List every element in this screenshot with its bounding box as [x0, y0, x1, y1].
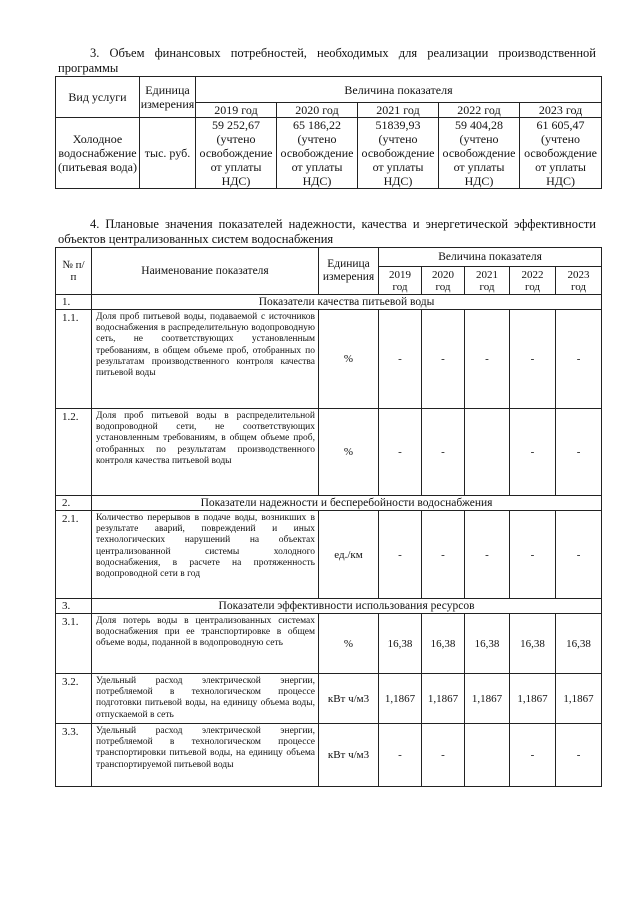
header-year: 2023 год: [556, 267, 602, 295]
indicator-value: [465, 409, 510, 496]
indicator-value: -: [556, 409, 602, 496]
indicator-value: 1,1867: [422, 674, 465, 724]
indicator-value: 1,1867: [379, 674, 422, 724]
indicator-unit: %: [319, 614, 379, 674]
indicator-value: -: [556, 724, 602, 787]
header-value: Величина показателя: [196, 77, 602, 103]
indicator-value: -: [510, 310, 556, 409]
financial-value: 59 404,28 (учтено освобождение от уплаты НДС): [439, 118, 520, 189]
header-value: Величина показателя: [379, 248, 602, 267]
indicator-value: [465, 724, 510, 787]
indicator-unit: %: [319, 310, 379, 409]
row-number: 3.1.: [56, 614, 92, 674]
header-year: 2019 год: [379, 267, 422, 295]
indicator-value: -: [556, 310, 602, 409]
indicator-value: -: [510, 511, 556, 599]
financial-value: 65 186,22 (учтено освобождение от уплаты НДС): [277, 118, 358, 189]
row-number: 1.2.: [56, 409, 92, 496]
indicator-value: 1,1867: [510, 674, 556, 724]
header-year: 2019 год: [196, 103, 277, 118]
financial-value: 51839,93 (учтено освобождение от уплаты НДС): [358, 118, 439, 189]
group-title: Показатели надежности и бесперебойности водоснабжения: [92, 496, 602, 511]
header-service: Вид услуги: [56, 77, 140, 118]
financial-value: 61 605,47 (учтено освобождение от уплаты НДС): [520, 118, 602, 189]
row-number: 1.1.: [56, 310, 92, 409]
indicator-value: 16,38: [556, 614, 602, 674]
indicator-value: -: [379, 724, 422, 787]
reliability-indicators-table: [55, 247, 602, 787]
financial-value: 59 252,67 (учтено освобождение от уплаты НДС): [196, 118, 277, 189]
header-year: 2020 год: [422, 267, 465, 295]
service-unit: тыс. руб.: [140, 118, 196, 189]
service-name: Холодное водоснабжение (питьевая вода): [56, 118, 140, 189]
indicator-value: 16,38: [465, 614, 510, 674]
indicator-value: -: [510, 724, 556, 787]
header-unit: Единица измерения: [140, 77, 196, 118]
row-number: 2.1.: [56, 511, 92, 599]
header-year: 2022 год: [510, 267, 556, 295]
indicator-value: 16,38: [422, 614, 465, 674]
header-num: № п/п: [56, 248, 92, 295]
indicator-value: -: [422, 724, 465, 787]
row-number: 3.3.: [56, 724, 92, 787]
header-year: 2021 год: [358, 103, 439, 118]
row-number: 3.2.: [56, 674, 92, 724]
indicator-value: -: [422, 310, 465, 409]
indicator-unit: кВт ч/м3: [319, 674, 379, 724]
indicator-value: 1,1867: [465, 674, 510, 724]
indicator-value: -: [379, 310, 422, 409]
indicator-description: Удельный расход электрической энергии, потребляемой в технологическом процессе подготовки питьевой воды, на единицу объема воды, отпускаемой в сеть: [92, 674, 319, 724]
indicator-value: -: [379, 511, 422, 599]
group-number: 3.: [56, 599, 92, 614]
header-name: Наименование показателя: [92, 248, 319, 295]
indicator-description: Доля проб питьевой воды, подаваемой с источников водоснабжения в распределительную водопроводную сеть, не соответствующих установленным требованиям, в общем объеме проб, отобранных по результатам производственного контроля качества питьевой воды: [92, 310, 319, 409]
indicator-value: -: [379, 409, 422, 496]
indicator-value: 16,38: [510, 614, 556, 674]
group-title: Показатели эффективности использования ресурсов: [92, 599, 602, 614]
indicator-unit: кВт ч/м3: [319, 724, 379, 787]
indicator-value: 1,1867: [556, 674, 602, 724]
financial-needs-table: [55, 76, 602, 189]
indicator-value: 16,38: [379, 614, 422, 674]
group-number: 2.: [56, 496, 92, 511]
indicator-value: -: [422, 409, 465, 496]
indicator-description: Удельный расход электрической энергии, потребляемой в технологическом процессе транспортировки питьевой воды, на единицу объема транспортируемой питьевой воды: [92, 724, 319, 787]
header-year: 2022 год: [439, 103, 520, 118]
section4-title: 4. Плановые значения показателей надежности, качества и энергетической эффективности объектов централизованных систем водоснабжения: [58, 217, 596, 246]
indicator-value: -: [510, 409, 556, 496]
header-year: 2021 год: [465, 267, 510, 295]
header-year: 2023 год: [520, 103, 602, 118]
indicator-value: -: [465, 310, 510, 409]
indicator-description: Доля потерь воды в централизованных системах водоснабжения при ее транспортировке в общем объеме воды, поданной в водопроводную сеть: [92, 614, 319, 674]
indicator-description: Доля проб питьевой воды в распределительной водопроводной сети, не соответствующих установленным требованиям, в общем объеме проб, отобранных по результатам производственного контроля качества питьевой воды: [92, 409, 319, 496]
indicator-description: Количество перерывов в подаче воды, возникших в результате аварий, повреждений и иных технологических нарушений на объектах централизованной системы холодного водоснабжения, в расчете на протяженность водопроводной сети в год: [92, 511, 319, 599]
indicator-value: -: [422, 511, 465, 599]
header-year: 2020 год: [277, 103, 358, 118]
section3-title: 3. Объем финансовых потребностей, необходимых для реализации производственной программы: [58, 46, 596, 75]
indicator-unit: %: [319, 409, 379, 496]
group-title: Показатели качества питьевой воды: [92, 295, 602, 310]
indicator-value: -: [556, 511, 602, 599]
indicator-unit: ед./км: [319, 511, 379, 599]
group-number: 1.: [56, 295, 92, 310]
indicator-value: -: [465, 511, 510, 599]
header-unit: Единица измерения: [319, 248, 379, 295]
